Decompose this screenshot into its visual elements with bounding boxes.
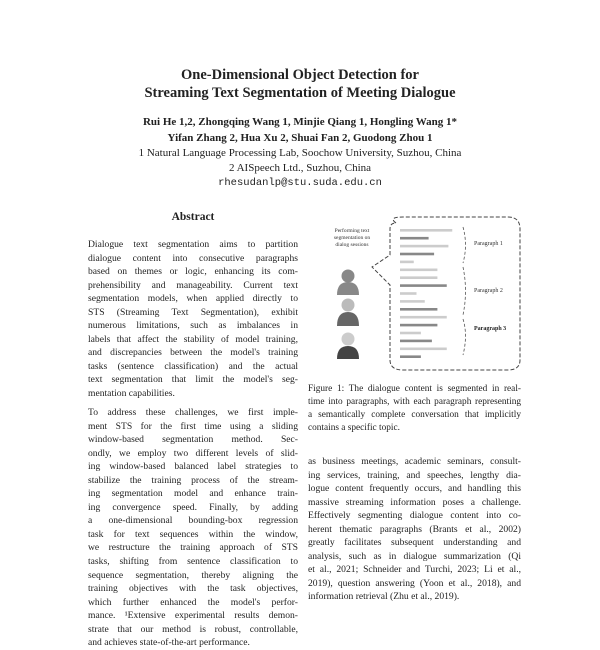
abstract-heading: Abstract [171, 211, 215, 223]
text-line: massive streaming information poses a challenge. [308, 496, 521, 508]
text-line: labels that affect the stability of model training, [88, 333, 298, 345]
utterance-bar [400, 261, 414, 264]
affiliation: 2 AISpeech Ltd., Suzhou, China [228, 162, 372, 174]
text-line: contains a specific topic. [308, 423, 400, 433]
text-line: window-based segmentation method. Sec- [88, 434, 298, 446]
text-line: which further enhanced the model's perfor- [88, 596, 298, 608]
intro-paragraph [308, 455, 521, 604]
text-line: mance. ¹Extensive experimental results demon- [88, 610, 298, 622]
utterance-bar [400, 253, 434, 256]
affiliation: 1 Natural Language Processing Lab, Soochow University, Suzhou, China [138, 147, 462, 159]
text-line: time into paragraphs, with each paragraph representing [308, 397, 521, 407]
text-line: segmentation models, when applied directly to [88, 293, 298, 305]
text-line: Figure 1: The dialogue content is segmented in real- [308, 384, 521, 394]
paragraph-label: Paragraph 1 [474, 241, 503, 247]
text-line: tasks (sentence classification) and the actual [88, 360, 298, 372]
text-line: ing services, training, and speeches, lengthy dia- [308, 469, 521, 481]
text-line: stabilize the training process of the stream- [88, 474, 298, 486]
utterance-bars [400, 229, 452, 358]
text-line: prehensibility and manageability. Current text [88, 279, 298, 291]
utterance-bar [400, 269, 437, 272]
utterance-bar [400, 355, 421, 358]
utterance-bar [400, 292, 417, 295]
text-line: a one-dimensional bounding-box regression [88, 515, 298, 527]
text-line: et al., 2021; Schneider and Turchi, 2023; Li et al., [308, 564, 521, 576]
text-line: ing window-based balanced label strategies to [88, 461, 298, 473]
author-list [0, 115, 600, 146]
speaker-icon [337, 333, 359, 360]
text-line: Effectively segmenting dialogue content into co- [308, 510, 521, 522]
utterance-bar [400, 284, 447, 287]
text-line: information retrieval (Zhu et al., 2019). [308, 591, 460, 603]
paper-title [0, 66, 600, 102]
text-line: task for text sequences within the window, [88, 528, 298, 540]
text-line: as business meetings, academic seminars, consult- [308, 456, 521, 467]
text-line: and discrepancies between the model's training [88, 347, 298, 359]
figure-1 [308, 215, 523, 373]
author-line: Yifan Zhang 2, Hua Xu 2, Shuai Fan 2, Guodong Zhou 1 [167, 131, 433, 144]
callout-line: segmentation on [333, 235, 371, 241]
text-line: we restructure the training approach of STS [88, 542, 298, 554]
text-line: STS (Streaming Text Segmentation), exhibit [88, 306, 298, 318]
utterance-bar [400, 316, 447, 319]
text-line: ondly, we employ two different levels of slid- [88, 447, 298, 459]
text-line: logue content frequently occurs, and handling this [308, 483, 521, 495]
figure-caption [308, 383, 521, 435]
utterance-bar [400, 276, 437, 279]
author-line: Rui He 1,2, Zhongqing Wang 1, Minjie Qiang 1, Hongling Wang 1* [142, 116, 458, 128]
affiliations [0, 146, 600, 191]
title-line: One-Dimensional Object Detection for [181, 67, 419, 83]
text-line: sequence segmentation, thereby aligning the [88, 569, 298, 581]
callout-line: Performing text [334, 228, 370, 234]
author-email[interactable]: rhesudanlp@stu.suda.edu.cn [218, 177, 382, 189]
text-line: tasks, shifting from sentence classification to [88, 556, 298, 568]
utterance-bar [400, 340, 432, 343]
text-line: training objectives with the task objectives, [88, 583, 298, 595]
text-line: strate that our method is robust, controllable, [88, 623, 298, 635]
utterance-bar [400, 237, 429, 240]
text-line: text segmentation that limit the model's seg- [88, 374, 298, 386]
text-line: To address these challenges, we first imple- [88, 407, 298, 418]
text-line: a semantically complete conversation that implicitly [308, 410, 521, 420]
utterance-bar [400, 245, 448, 248]
utterance-bar [400, 348, 447, 351]
text-line: 2019), question answering (Yoon et al., 2018), and [308, 577, 521, 589]
text-line: mentation capabilities. [88, 388, 175, 400]
title-line: Streaming Text Segmentation of Meeting Dialogue [144, 85, 456, 101]
utterance-bar [400, 332, 421, 335]
paragraph-label: Paragraph 2 [474, 288, 503, 294]
utterance-bar [400, 308, 437, 311]
text-line: based on themes or logic, enhancing its com- [88, 266, 298, 278]
text-line: dialogue content into consecutive paragraphs [88, 252, 298, 264]
text-line: greatly facilitates subsequent understanding and [308, 537, 521, 549]
text-line: ing segmentation model and enhance train- [88, 488, 298, 500]
speaker-icon [337, 299, 359, 327]
utterance-bar [400, 324, 437, 327]
text-line: and achieves state-of-the-art performance. [88, 637, 250, 649]
utterance-bar [400, 300, 425, 303]
text-line: ing convergence speed. Finally, by adding [88, 501, 298, 513]
speaker-icon [337, 270, 359, 296]
abstract-paragraph-2 [88, 406, 298, 650]
text-line: Dialogue text segmentation aims to partition [88, 239, 298, 250]
text-line: numerous limitations, such as imbalances in [88, 320, 298, 332]
text-line: herent thematic paragraphs (Brants et al., 2002) [308, 523, 521, 535]
utterance-bar [400, 229, 452, 232]
callout-line: dialog sessions [335, 242, 369, 248]
abstract-paragraph-1 [88, 238, 298, 401]
text-line: analysis, such as in dialogue summarization (Qi [308, 550, 521, 562]
paragraph-label: Paragraph 3 [474, 326, 507, 332]
text-line: ment STS for the first time using a sliding [88, 420, 298, 432]
